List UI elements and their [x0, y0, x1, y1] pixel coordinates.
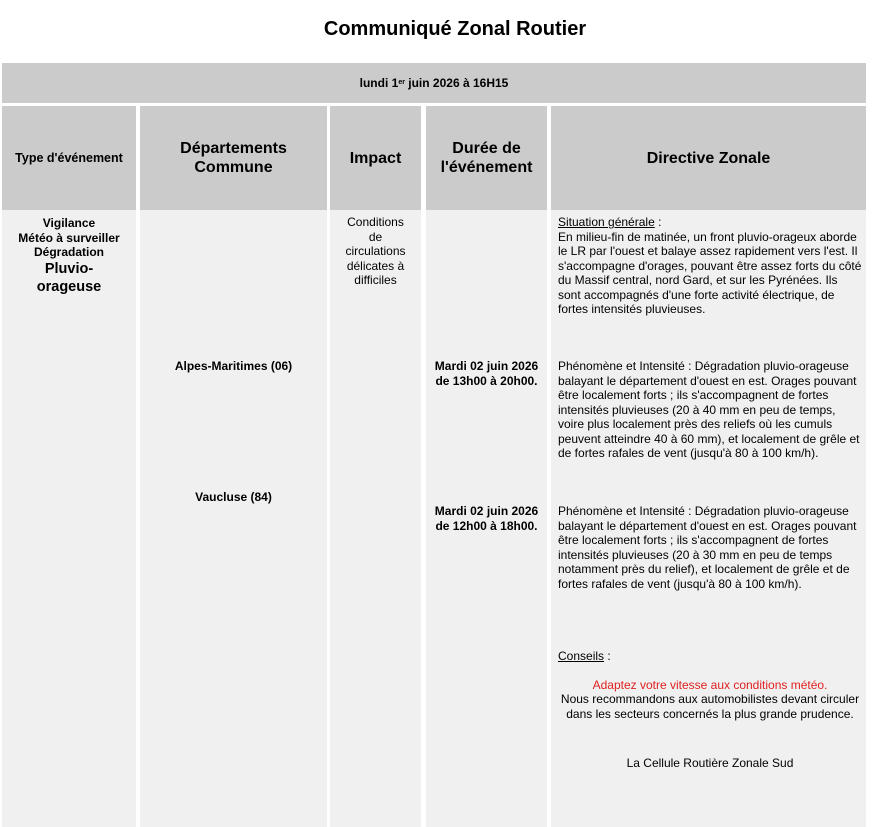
header-duree-line2: l'événement	[440, 159, 533, 176]
situation-generale	[558, 215, 862, 317]
situation-title: Situation générale	[558, 215, 655, 229]
impact-line4: délicates à	[346, 258, 405, 273]
conseils-title: Conseils	[558, 649, 605, 663]
column-departements	[140, 106, 327, 827]
event-type	[2, 216, 136, 296]
impact-line3: circulations	[345, 244, 406, 258]
departement-1: Alpes-Maritimes (06)	[174, 359, 293, 373]
event-line1: Vigilance	[42, 216, 96, 230]
conseils-text: Nous recommandons aux automobilistes devant circuler dans les secteurs concernés la plus grande prudence.	[560, 692, 860, 721]
page-title: Communiqué Zonal Routier	[323, 18, 587, 40]
event-big2: orageuse	[36, 278, 102, 295]
duree-1-date: Mardi 02 juin 2026	[434, 359, 539, 373]
impact-line2: de	[368, 229, 383, 244]
date-day: lundi 1	[359, 76, 399, 90]
duree-1-hours: de 13h00 à 20h00.	[435, 373, 538, 388]
duree-2	[426, 504, 547, 533]
header-impact: Impact	[330, 106, 421, 210]
duree-2-hours: de 12h00 à 18h00.	[435, 518, 538, 533]
situation-colon: :	[654, 215, 662, 229]
header-departements	[140, 106, 327, 210]
column-duree	[426, 106, 547, 827]
column-directive	[551, 106, 866, 827]
date-band	[2, 63, 866, 103]
impact-text	[330, 215, 421, 288]
column-impact	[330, 106, 421, 827]
header-departements-line1: Départements	[180, 140, 287, 157]
conseils-heading	[558, 649, 862, 664]
header-duree-line1: Durée de	[452, 140, 521, 157]
impact-line5: difficiles	[354, 273, 397, 287]
event-line3: Dégradation	[33, 245, 104, 259]
event-line2: Météo à surveiller	[18, 230, 120, 245]
situation-text: En milieu-fin de matinée, un front pluvio-orageux aborde le LR par l'ouest et balaye assez rapidement vers l'est. Il s'accompagne d'orages, pouvant être assez forts du côté du Massif central, nord Gard, et sur les Pyrénées. Ils sont accompagnés d'une forte activité électrique, de fortes intensités pluvieuses.	[558, 229, 862, 316]
duree-2-date: Mardi 02 juin 2026	[434, 504, 539, 518]
phenomene-2: Phénomène et Intensité : Dégradation pluvio-orageuse balayant le département d'ouest en est. Orages pouvant être localement forts ; ils s'accompagnent de fortes intensités pluvieuses (20 à 30 mm en peu de temps notamment près du relief), et localement de grêle et de fortes rafales de vent (jusqu'à 80 à 100 km/h).	[558, 504, 857, 591]
duree-1	[426, 359, 547, 388]
signature: La Cellule Routière Zonale Sud	[626, 756, 794, 770]
header-departements-line2: Commune	[194, 159, 273, 176]
phenomene-1: Phénomène et Intensité : Dégradation pluvio-orageuse balayant le département d'ouest en est. Orages pouvant être localement forts ; ils s'accompagnent de fortes intensités pluvieuses (20 à 40 mm en peu de temps, voire plus localement près des reliefs où les cumuls peuvent atteindre 40 à 60 mm), et localement de grêle et de fortes rafales de vent (jusqu'à 80 à 100 km/h).	[558, 359, 860, 460]
header-directive: Directive Zonale	[551, 106, 866, 210]
date-sup: er	[398, 78, 405, 86]
date-rest: juin 2026 à 16H15	[404, 76, 509, 90]
column-type	[2, 106, 136, 827]
impact-line1: Conditions	[347, 215, 404, 229]
header-duree	[426, 106, 547, 210]
header-type: Type d'événement	[2, 106, 136, 210]
departement-2: Vaucluse (84)	[195, 490, 272, 504]
conseils-red: Adaptez votre vitesse aux conditions météo.	[592, 678, 828, 692]
event-big1: Pluvio-	[44, 260, 94, 277]
conseils-colon: :	[604, 649, 611, 663]
